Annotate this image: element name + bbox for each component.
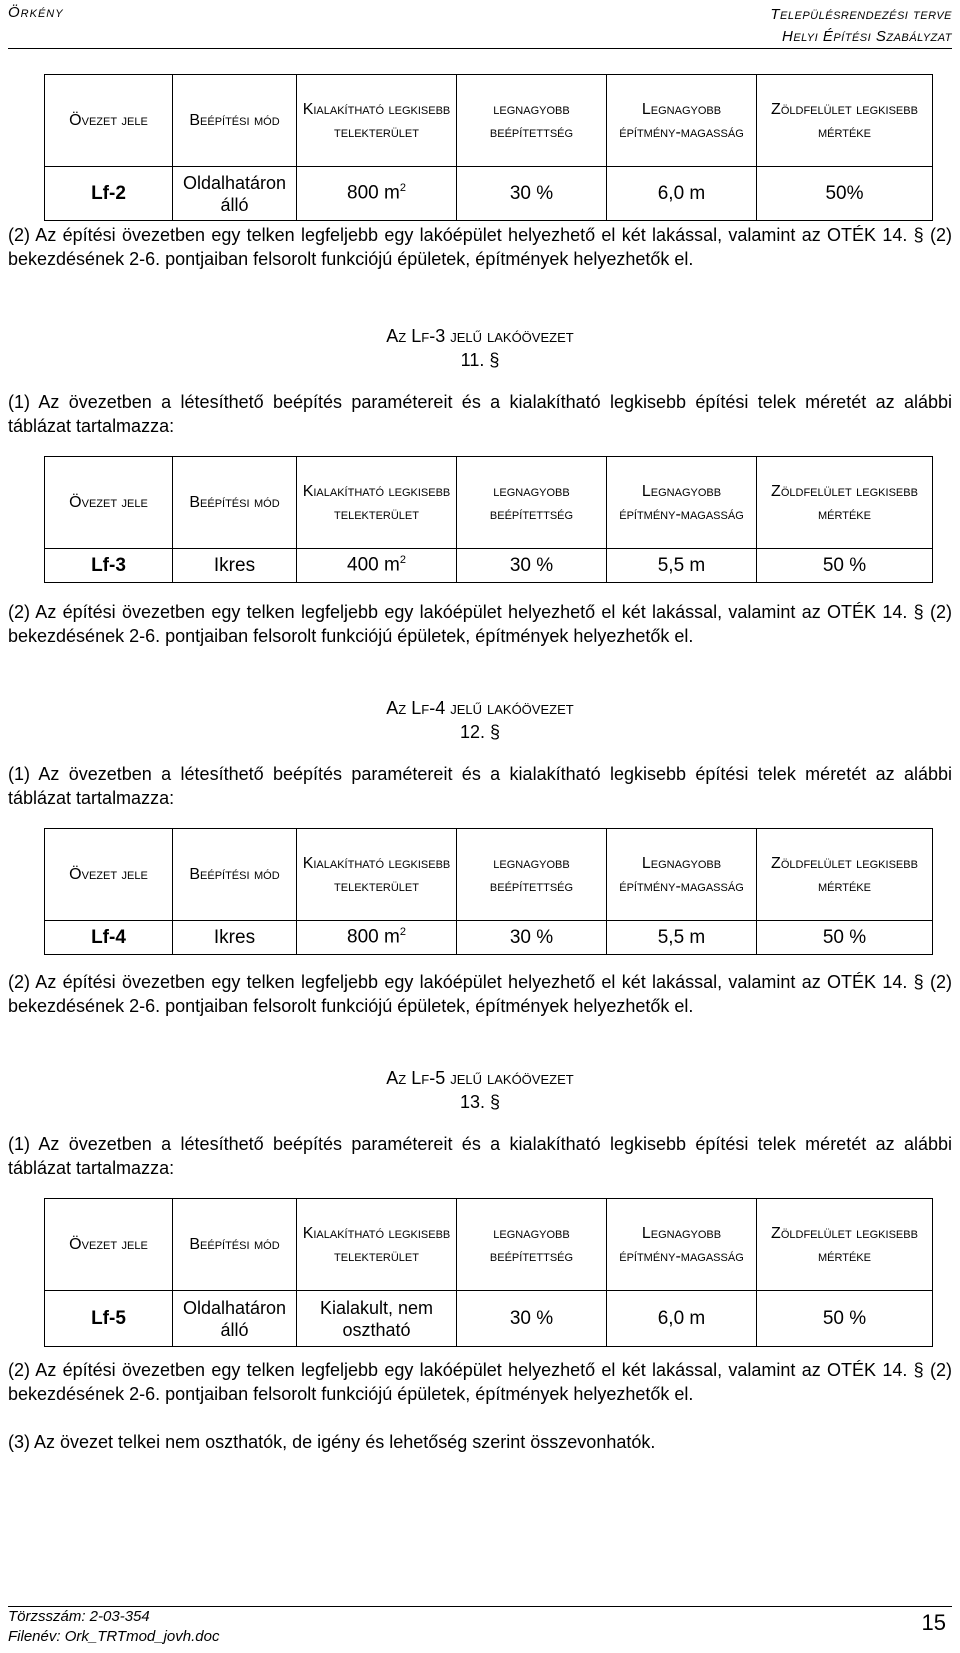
zone-zold: 50 % (757, 1291, 933, 1347)
zone-zold: 50 % (757, 549, 933, 583)
zone-zold: 50 % (757, 921, 933, 955)
col-head-mod: Beépítési mód (173, 829, 297, 921)
col-head-telek: Kialakítható legkisebb telekterület (297, 829, 457, 921)
col-head-beep: legnagyobb beépítettség (457, 75, 607, 167)
para-2-lf3: (2) Az építési övezetben egy telken legfeljebb egy lakóépület helyezhető el két lakással, valamint az OTÉK 14. § (2) bekezdésének 2-6. pontjaiban felsorolt funkciójú épületek, építmények helyezhetők el. (8, 602, 952, 646)
col-head-mag: Legnagyobb építmény-magasság (607, 829, 757, 921)
zone-mod: Oldalhatáron álló (173, 1291, 297, 1347)
header-left: Örkény (8, 4, 64, 21)
zone-jel: Lf-3 (45, 549, 173, 583)
para-2-lf2: (2) Az építési övezetben egy telken legfeljebb egy lakóépület helyezhető el két lakással, valamint az OTÉK 14. § (2) bekezdésének 2-6. pontjaiban felsorolt funkciójú épületek, építmények helyezhetők el. (8, 225, 952, 269)
section-num-13: 13. § (459, 1092, 501, 1112)
header-right (770, 4, 952, 48)
zone-telek (297, 921, 457, 955)
zone-mod: Oldalhatáron álló (173, 167, 297, 221)
zone-beep: 30 % (457, 549, 607, 583)
para-3-lf5: (3) Az övezet telkei nem oszthatók, de igény és lehetőség szerint összevonhatók. (8, 1432, 656, 1452)
header-right-line1: Településrendezési terve (770, 6, 952, 23)
zone-jel: Lf-4 (45, 921, 173, 955)
col-head-beep: legnagyobb beépítettség (457, 1199, 607, 1291)
zone-table-lf5 (44, 1198, 933, 1347)
zone-mod: Ikres (173, 921, 297, 955)
section-title-lf5: Az Lf-5 jelű lakóövezet (386, 1068, 574, 1088)
zone-table-lf3 (44, 456, 933, 583)
col-head-telek: Kialakítható legkisebb telekterület (297, 1199, 457, 1291)
col-head-jel: Övezet jele (45, 75, 173, 167)
zone-telek (297, 549, 457, 583)
col-head-zold: Zöldfelület legkisebb mértéke (757, 829, 933, 921)
zone-telek-sup: 2 (399, 554, 406, 567)
col-head-mag: Legnagyobb építmény-magasság (607, 457, 757, 549)
section-num-12: 12. § (459, 722, 501, 742)
zone-beep: 30 % (457, 921, 607, 955)
zone-telek-value: 800 m (347, 926, 400, 948)
para-1-lf3: (1) Az övezetben a létesíthető beépítés paramétereit és a kialakítható legkisebb építési telek méretét az alábbi táblázat tartalmazza: (8, 392, 952, 436)
section-title-lf3: Az Lf-3 jelű lakóövezet (386, 326, 574, 346)
zone-mag: 5,5 m (607, 921, 757, 955)
col-head-zold: Zöldfelület legkisebb mértéke (757, 457, 933, 549)
col-head-jel: Övezet jele (45, 1199, 173, 1291)
col-head-beep: legnagyobb beépítettség (457, 457, 607, 549)
zone-telek-value: 800 m (347, 182, 400, 204)
col-head-jel: Övezet jele (45, 457, 173, 549)
zone-zold: 50% (757, 167, 933, 221)
zone-mag: 6,0 m (607, 1291, 757, 1347)
zone-mod: Ikres (173, 549, 297, 583)
zone-beep: 30 % (457, 1291, 607, 1347)
header-rule (8, 48, 952, 49)
zone-mag: 5,5 m (607, 549, 757, 583)
zone-telek-sup: 2 (399, 182, 406, 195)
col-head-telek: Kialakítható legkisebb telekterület (297, 75, 457, 167)
col-head-telek: Kialakítható legkisebb telekterület (297, 457, 457, 549)
zone-telek: Kialakult, nem osztható (297, 1291, 457, 1347)
zone-beep: 30 % (457, 167, 607, 221)
footer-filenev: Filenév: Ork_TRTmod_jovh.doc (8, 1628, 220, 1645)
zone-table-lf2 (44, 74, 933, 221)
footer-left (8, 1607, 219, 1647)
zone-mag: 6,0 m (607, 167, 757, 221)
zone-table-lf4 (44, 828, 933, 955)
col-head-zold: Zöldfelület legkisebb mértéke (757, 75, 933, 167)
col-head-mod: Beépítési mód (173, 1199, 297, 1291)
para-2-lf4: (2) Az építési övezetben egy telken legfeljebb egy lakóépület helyezhető el két lakással, valamint az OTÉK 14. § (2) bekezdésének 2-6. pontjaiban felsorolt funkciójú épületek, építmények helyezhetők el. (8, 972, 952, 1016)
section-num-11: 11. § (460, 350, 500, 370)
col-head-jel: Övezet jele (45, 829, 173, 921)
para-1-lf4: (1) Az övezetben a létesíthető beépítés paramétereit és a kialakítható legkisebb építési telek méretét az alábbi táblázat tartalmazza: (8, 764, 952, 808)
zone-telek-sup: 2 (399, 926, 406, 939)
zone-telek (297, 167, 457, 221)
page-number: 15 (921, 1610, 946, 1635)
col-head-mod: Beépítési mód (173, 457, 297, 549)
footer-torzsszam: Törzsszám: 2-03-354 (8, 1608, 150, 1625)
zone-jel: Lf-2 (45, 167, 173, 221)
zone-jel: Lf-5 (45, 1291, 173, 1347)
header-right-line2: Helyi Építési Szabályzat (782, 28, 952, 45)
col-head-zold: Zöldfelület legkisebb mértéke (757, 1199, 933, 1291)
zone-telek-value: 400 m (347, 554, 400, 576)
col-head-mag: Legnagyobb építmény-magasság (607, 75, 757, 167)
section-title-lf4: Az Lf-4 jelű lakóövezet (386, 698, 574, 718)
col-head-beep: legnagyobb beépítettség (457, 829, 607, 921)
para-1-lf5: (1) Az övezetben a létesíthető beépítés paramétereit és a kialakítható legkisebb építési telek méretét az alábbi táblázat tartalmazza: (8, 1134, 952, 1178)
col-head-mag: Legnagyobb építmény-magasság (607, 1199, 757, 1291)
col-head-mod: Beépítési mód (173, 75, 297, 167)
para-2-lf5: (2) Az építési övezetben egy telken legfeljebb egy lakóépület helyezhető el két lakással, valamint az OTÉK 14. § (2) bekezdésének 2-6. pontjaiban felsorolt funkciójú épületek, építmények helyezhetők el. (8, 1360, 952, 1404)
